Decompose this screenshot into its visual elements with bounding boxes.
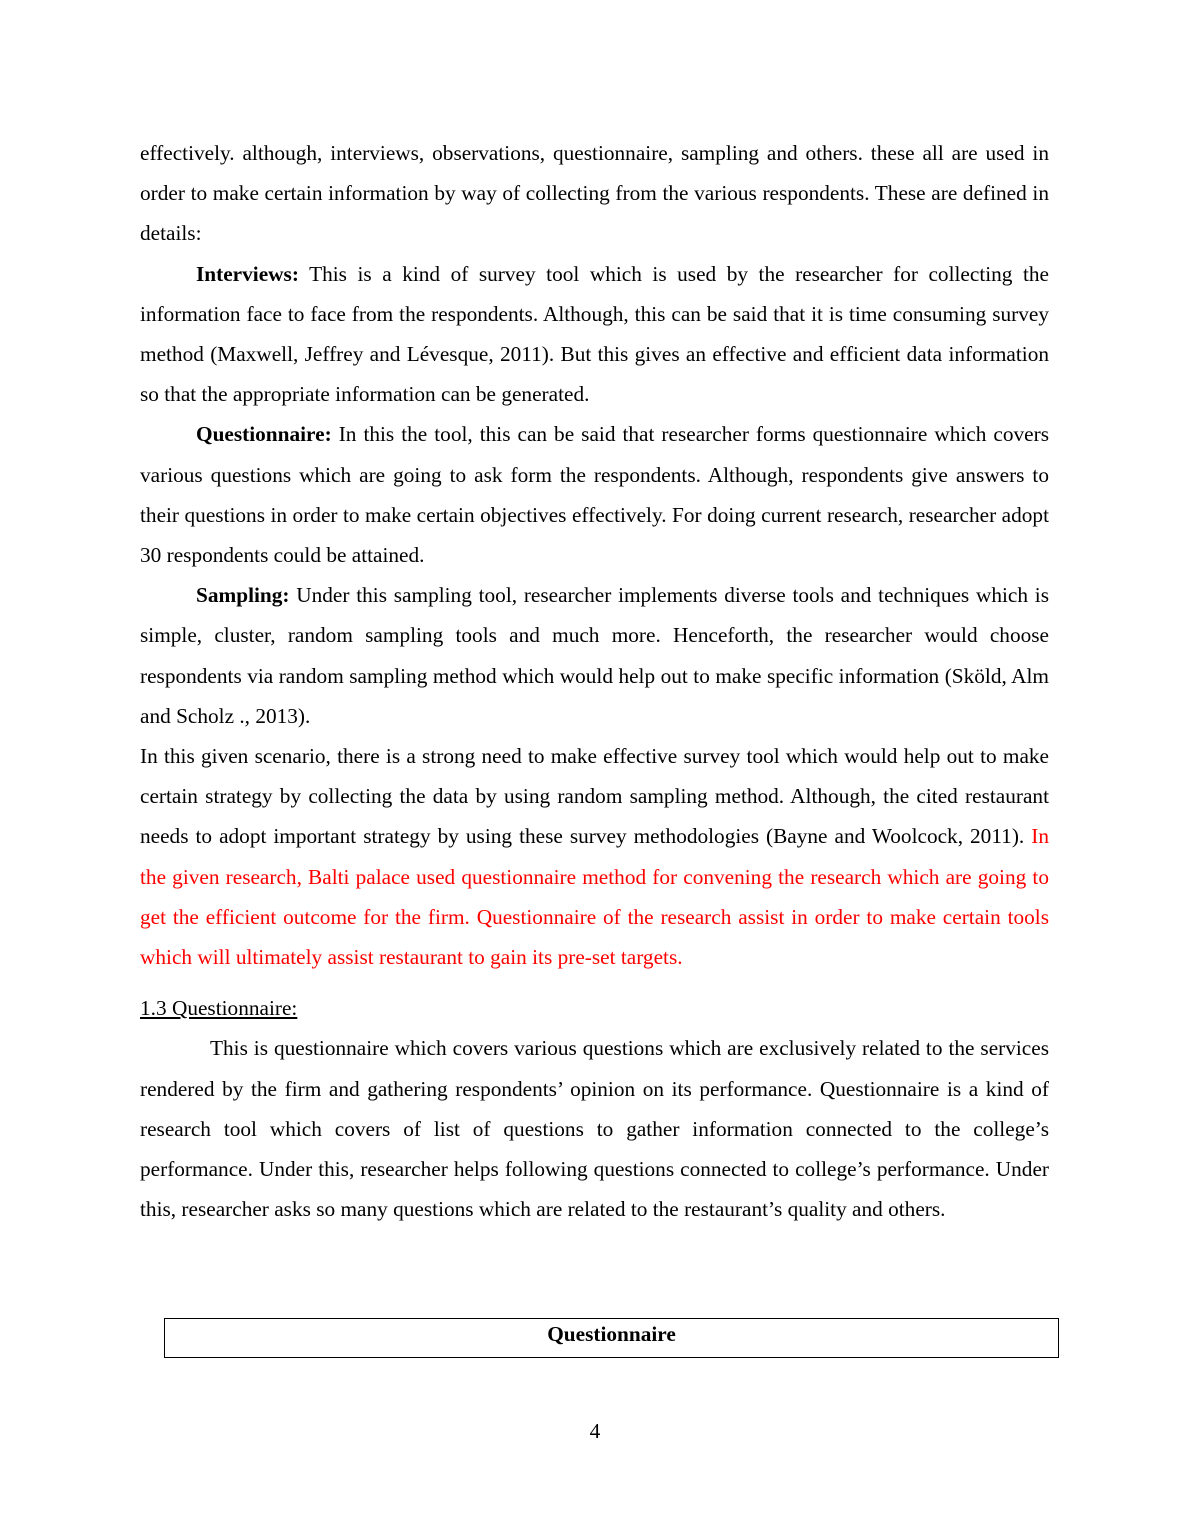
scenario-paragraph — [140, 736, 1049, 977]
page-number: 4 — [589, 1419, 601, 1443]
interviews-text: This is a kind of survey tool which is used by the researcher for collecting the information face to face from the respondents. Although, this can be said that it is time consuming survey method (Maxwell, Jeffrey and Lévesque, 2011). But this gives an effective and efficient data information so that the appropriate information can be generated. — [140, 261, 1049, 407]
questionnaire-text: In this the tool, this can be said that researcher forms questionnaire which covers various questions which are going to ask form the respondents. Although, respondents give answers to their questions in order to make certain objectives effectively. For doing current research, researcher adopt 30 respondents could be attained. — [140, 422, 1049, 568]
interviews-paragraph — [140, 254, 1049, 415]
document-body — [140, 133, 1049, 1229]
section-body-paragraph: This is questionnaire which covers various questions which are exclusively related to the services rendered by the firm and gathering respondents’ opinion on its performance. Questionnaire is a kind of research tool which covers of list of questions to gather information connected to the college’s performance. Under this, researcher helps following questions connected to college’s performance. Under this, researcher asks so many questions which are related to the restaurant’s quality and others. — [140, 1036, 1049, 1222]
scenario-highlighted-text: In the given research, Balti palace used questionnaire method for convening the research which are going to get the efficient outcome for the firm. Questionnaire of the research assist in order to make certain tools which will ultimately assist restaurant to gain its pre-set targets. — [140, 824, 1049, 970]
interviews-label: Interviews: — [196, 261, 299, 286]
scenario-text: In this given scenario, there is a strong need to make effective survey tool which would help out to make certain strategy by collecting the data by using random sampling method. Although, the cited restaurant needs to adopt important strategy by using these survey methodologies (Bayne and Woolcock, 2011). — [140, 744, 1049, 849]
sampling-paragraph — [140, 575, 1049, 736]
questionnaire-table-header: Questionnaire — [164, 1318, 1059, 1358]
intro-paragraph: effectively. although, interviews, observations, questionnaire, sampling and others. these all are used in order to make certain information by way of collecting from the various respondents. These are defined in details: — [140, 141, 1049, 246]
section-heading: 1.3 Questionnaire: — [140, 996, 298, 1021]
questionnaire-paragraph — [140, 414, 1049, 575]
sampling-label: Sampling: — [196, 583, 290, 608]
questionnaire-label: Questionnaire: — [196, 422, 332, 447]
sampling-text: Under this sampling tool, researcher implements diverse tools and techniques which is simple, cluster, random sampling tools and much more. Henceforth, the researcher would choose respondents via random sampling method which would help out to make specific information (Sköld, Alm and Scholz ., 2013). — [140, 583, 1049, 728]
